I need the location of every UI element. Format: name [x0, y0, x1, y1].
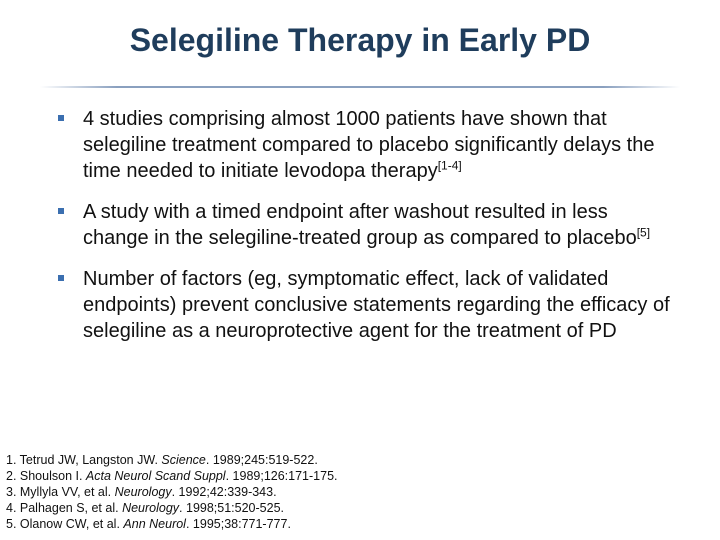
- reference-authors: 3. Myllyla VV, et al.: [6, 485, 115, 499]
- reference-journal: Neurology: [122, 501, 180, 515]
- citation-superscript: [5]: [636, 225, 651, 240]
- square-bullet-icon: [58, 208, 64, 214]
- reference-item: [6, 516, 706, 532]
- bullet-item: [56, 106, 670, 184]
- bullet-text: Number of factors (eg, symptomatic effect, lack of validated endpoints) prevent conclusive statements regarding the efficacy of selegiline as a neuroprotective agent for the treatment of PD: [83, 268, 670, 342]
- bullet-text: A study with a timed endpoint after washout resulted in less change in the selegiline-treated group as compared to placebo: [83, 201, 637, 249]
- reference-authors: 1. Tetrud JW, Langston JW.: [6, 453, 162, 467]
- citation-superscript: [1-4]: [437, 158, 462, 173]
- reference-citation: . 1989;126:171-175.: [225, 469, 338, 483]
- reference-citation: . 1995;38:771-777.: [185, 517, 291, 531]
- reference-authors: 5. Olanow CW, et al.: [6, 517, 124, 531]
- bullet-text: 4 studies comprising almost 1000 patients have shown that selegiline treatment compared to placebo significantly delays the time needed to initiate levodopa therapy: [83, 108, 655, 182]
- reference-item: [6, 500, 706, 516]
- reference-item: [6, 468, 706, 484]
- reference-citation: . 1992;42:339-343.: [171, 485, 277, 499]
- reference-item: [6, 452, 706, 468]
- bullet-item: [56, 199, 670, 251]
- square-bullet-icon: [58, 275, 64, 281]
- reference-authors: 2. Shoulson I.: [6, 469, 86, 483]
- reference-journal: Ann Neurol: [123, 517, 186, 531]
- reference-citation: . 1989;245:519-522.: [205, 453, 318, 467]
- reference-authors: 4. Palhagen S, et al.: [6, 501, 123, 515]
- reference-journal: Science: [161, 453, 206, 467]
- title-divider: [40, 86, 680, 88]
- slide-title: Selegiline Therapy in Early PD: [129, 22, 591, 58]
- reference-journal: Neurology: [114, 485, 172, 499]
- square-bullet-icon: [58, 115, 64, 121]
- reference-item: [6, 484, 706, 500]
- reference-journal: Acta Neurol Scand Suppl: [85, 469, 226, 483]
- bullet-item: [56, 266, 670, 344]
- reference-citation: . 1998;51:520-525.: [179, 501, 284, 515]
- reference-list: [6, 452, 706, 532]
- bullet-list: [56, 106, 670, 359]
